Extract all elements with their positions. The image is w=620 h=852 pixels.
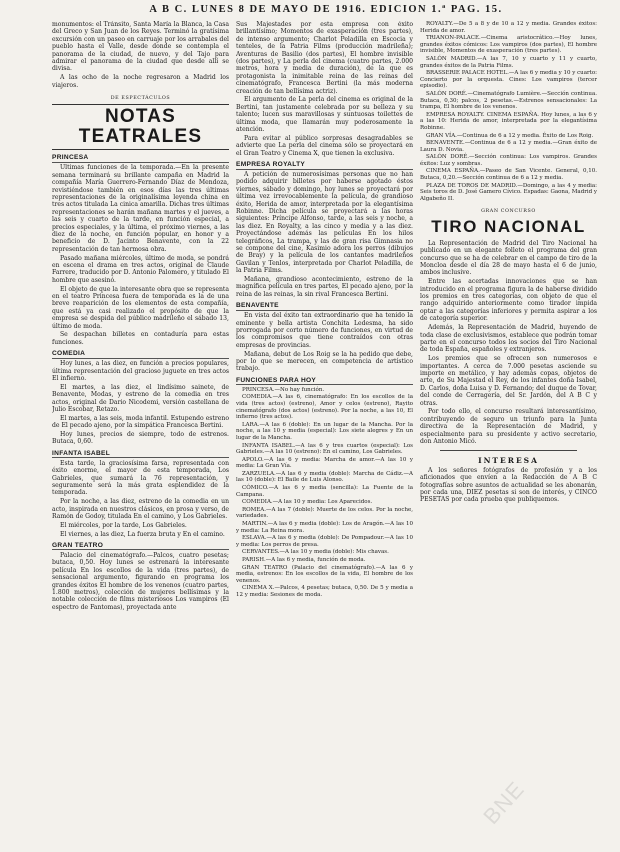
princesa-heading: PRINCESA	[52, 154, 229, 162]
infanta-p3: El miércoles, por la tarde, Los Gabrieles.	[60, 521, 187, 529]
funcion-item: BRASSERIE PALACE HOTEL.—A las 6 y media y 10 y cuarto: Concierto por la orquesta. Cines: Los vampiros (tercer episodio).	[420, 70, 597, 90]
royalty-p1: A petición de numerosísimas personas que no han podido adquirir billetes por haberse agotado éstos viernes, sábado y domingo, hoy lunes se proyectará por última vez irrevocablemente la película, de grandioso éxito, Herida de amor, interpretada por la elegantísima Robinne. Dicha película se proyectará a las horas siguientes: Príncipe Alfonso, tarde, a las seis y noche, a las diez. En Royalty, a las cinco y media y a las diez. Proyectándose además las películas En los hilos telegráficos, La trampa, y las de gran risa Gimnasia no se compone del cine, Kasimio adora los perros (dibujos de Bray) y la película de los cantantes madrileños Gavilan y Tenlos, interpretada por Charlot Peladilla, de la Patria Films.	[236, 171, 413, 275]
benavente-p1: En vista del éxito tan extraordinario que ha tenido la eminente y bella artista Conchita Ledesma, ha sido prorrogada por corto número de funciones, en virtud de los compromisos que tiene contraídos con otras empresas de provincias.	[236, 312, 413, 349]
comedia-p2: El martes, a las diez, el lindísimo sainete, de Benavente, Modas, y estreno de la comedia en tres actos, original de Dario Nicodemi, versión castellana de Julio Escobar, Retazo.	[52, 383, 229, 414]
cinema-p2: El argumento de La perla del cinema es original de la Bertini, tan justamente celebrada por su belleza y su talento; lucen sus maravillosas y suntuosas toilettes de última moda, que llamarán muy poderosamente la atención.	[236, 96, 413, 134]
funcion-item: CINEMA X.—Palcos, 4 pesetas; butaca, 0,50. De 5 y media a 12 y media: Sesiones de moda.	[236, 585, 413, 598]
cinema-p3: Para evitar al público sorpresas desagradables se advierte que La perla del cinema sólo se proyectará en el Gran Teatro y Cinema X, que tienen la exclusiva.	[236, 134, 413, 157]
tiro-p1: La Representación de Madrid del Tiro Nacional ha publicado en un elegante folleto el programa del gran concurso que se ha de celebrar en el campo de tiro de la Moncloa desde el día 28 de mayo hasta el 6 de junio, ambos inclusive.	[420, 239, 597, 277]
concurso-kicker: GRAN CONCURSO	[481, 209, 536, 215]
princesa-p2: Pasado mañana miércoles, último de moda, se pondrá en escena el drama en tres actos, original de Claude Farrere, traducido por D. Antonio Palomero, y titulado El hombre que asesinó.	[52, 254, 229, 284]
section-kicker: DE ESPECTÁCULOS	[110, 96, 171, 102]
royalty-heading: EMPRESA ROYALTY	[236, 161, 413, 169]
royalty-p2: Mañana, grandioso acontecimiento, estreno de la magnífica película en tres partes, El pecado ajeno, por la reina de las reinas, la sin rival Francesca Bertini.	[236, 276, 413, 298]
funcion-item: ZARZUELA.—A las 6 y media (doble): Marcha de Cádiz.—A las 10 (doble): El Baile de Luis Alonso.	[236, 470, 413, 484]
column-3	[420, 21, 597, 613]
columns	[52, 21, 600, 613]
gran-teatro-heading: GRAN TEATRO	[52, 542, 229, 550]
funcion-item: SALÓN DORÉ.—Cinematógrafo Lumière.—Sección continua. Butaca, 0,30; palcos, 2 pesetas.—Estrenos sensacionales: La trampa, El hombre de los venenos.	[420, 90, 597, 111]
funcion-item: LARA.—A las 6 (doble): En un lugar de la Mancha. Por la noche, a las 10 y media (especial): Los siete alegres y En un lugar de la Mancha.	[236, 421, 413, 441]
funcion-item: MARTIN.—A las 6 y media (doble): Los de Aragón.—A las 10 y media: La Reina mora.	[236, 521, 413, 534]
funcion-item: PRINCESA.—No hay función.	[242, 386, 325, 393]
funcion-item: CÓMICO.—A las 6 y media (sencilla): La Fuente de la Campana.	[236, 485, 413, 498]
page-header: A B C. LUNES 8 DE MAYO DE 1916. EDICION 1.ª PAG. 15.	[149, 4, 503, 15]
funcion-item: CINEMA ESPAÑA.—Paseo de San Vicente. General, 0,10. Butaca, 0,20.—Sección continua de 6 a 12 y media.	[420, 168, 597, 182]
column-1	[52, 21, 229, 613]
funcion-item: PARISH.—A las 6 y media, función de moda.	[242, 557, 366, 563]
tiro-p3: Además, la Representación de Madrid, huyendo de toda clase de exclusivismos, establece que podrán tomar parte en el concurso todos los socios del Tiro Nacional de toda España, españoles y extranjeros.	[420, 324, 597, 354]
comedia-p4: Hoy lunes, precios de siempre, todo de estrenos. Butaca, 0,60.	[52, 431, 229, 446]
princesa-p1: Ultimas funciones de la temporada.—En la presente semana terminará su brillante campaña en Madrid la compañía María Guerrero-Fernando Díaz de Mendoza, revistiéndose también en esos días las tres últimas representaciones de la originalísima leyenda china en tres actos titulada La cinica amarilla. Dichas tres últimas representaciones se harán mañana martes y el jueves, a las seis y cuarto de la tarde, en función especial, a precios especiales, y la última, el próximo viernes, a las diez de la noche, en función popular, en honor y a beneficio de D. Jacinto Benavente, con la 22 representación de tan hermosa obra.	[52, 164, 229, 253]
intro-paragraph-2: A las ocho de la noche regresaron a Madrid los viajeros.	[52, 74, 229, 89]
funcion-item: GRAN TEATRO (Palacio del cinematógrafo).—A las 6 y media, estrenos: En los escollos de la vida, El hombre de los venenos.	[236, 564, 413, 584]
funciones-continued	[420, 21, 597, 202]
funcion-item: COMEDIA.—A las 6, cinematógrafo: En los escollos de la vida (tres actos) (estreno), Amor y celos (estreno), Rayito cinematógrafo (dos actos) (estreno). Por la noche, a las 10, El infierno (tres actos).	[236, 394, 413, 421]
benavente-p2: Mañana, debut de Los Roig se la ha pedido que debe, por lo que se merecen, en competencia de artístico trabajo.	[236, 350, 413, 373]
comedia-heading: COMEDIA	[52, 350, 229, 358]
intro-paragraph: monumentos: el Tránsito, Santa María la Blanca, la Casa del Greco y San Juan de los Reyes. Terminó la gratísima excursión con un paseo en carruaje por los arrabales del pueblo hasta el Valle, desde donde se contempla el panorama de la ciudad, de nuevo, y del Tajo para admirar el panorama de la ciudad que desde allí se divisa.	[52, 21, 229, 73]
infanta-p1: Esta tarde, la graciosísima farsa, representada con éxito enorme, el mayor de esta temporada, Los Gabrieles, que sumará la 76 representación, y seguramente será la más grata esplendidez de la temporada.	[52, 459, 229, 497]
library-watermark: BNE	[478, 776, 530, 829]
funcion-item: BENAVENTE.—Continua de 6 a 12 y media.—Gran éxito de Laura D. Novia.	[420, 140, 597, 153]
divider	[440, 450, 577, 451]
funcion-item: SALÓN DORÉ.—Sección continua: Los vampiros. Grandes éxitos: Luz y sombras.	[420, 154, 597, 167]
funcion-item: ROYALTY.—De 5 a 8 y de 10 a 12 y media. Grandes éxitos: Herida de amor.	[420, 21, 597, 34]
benavente-heading: BENAVENTE	[236, 302, 413, 310]
princesa-p3: El objeto de que la interesante obra que se representa en el teatro Princesa fuera de temporada es la de una breve reaparición de los elementos de esta compañía, que está ya casi realizado el propósito de que la empresa se despida del público madrileño el sábado 13, último de moda.	[52, 285, 229, 330]
funcion-item: COMEDIA.—A las 10 y media: Los Aparecidos.	[242, 499, 373, 506]
interesa-text: A los señores fotógrafos de profesión y a los aficionados que envíen a la Redacción de A B C fotografías sobre asuntos de actualidad se les abonarán, por cada una, DIEZ pesetas si son de interés, y CINCO PESETAS por cada prueba que publiquemos.	[420, 466, 597, 504]
funciones-list	[236, 387, 413, 599]
comedia-p1: Hoy lunes, a las diez, en función a precios populares, última representación del gracioso juguete en tres actos El infierno.	[52, 360, 229, 382]
tiro-p5: Por todo ello, el concurso resultará interesantísimo, contribuyendo de seguro un triunfo para la Junta directiva de la Representación de Madrid, y especialmente para su presidente y activo secretario, don Antonio Micó.	[420, 408, 597, 445]
tiro-p2: Entre las acertadas innovaciones que se han introducido en el programa figura la de haberse dividido los premios en tres categorías, con objeto de que el rango adquirido anteriormente como tirador impida optar a las categorías inferiores y permita aspirar a los de categoría superior.	[420, 278, 597, 323]
princesa-p4: Se despachan billetes en contaduría para estas funciones.	[52, 331, 229, 346]
funcion-item: INFANTA ISABEL.—A las 6 y tres cuartos (especial): Los Gabrieles.—A las 10 (estreno): En el camino, Los Gabrieles.	[236, 442, 413, 456]
infanta-p2: Por la noche, a las diez, estreno de la comedia en un acto, inspirada en nuestros clásicos, en prosa y verso, de Ramón de Godoy, titulada En el camino, y Los Gabrieles.	[52, 498, 229, 520]
funcion-item: CERVANTES.—A las 10 y media (doble): Mis chavas.	[242, 549, 389, 556]
gran-teatro-p1: Palacio del cinematógrafo.—Palcos, cuatro pesetas; butaca, 0,50. Hoy lunes se estrenará la interesante película En los escollos de la vida (tres partes), de sensacional argumento, figurando en programa los grandes éxitos El hombre de los venenos (cuatro partes, 1.800 metros), colección de mujeres bellísimas y la notable colección de films misteriosos Los vampiros (El espectro de Fantomas), proyectada ante	[52, 551, 229, 611]
funcion-item: SALÓN MADRID.—A las 7, 10 y cuarto y 11 y cuarto, grandes éxitos de la Patria Films.	[420, 55, 597, 69]
column-2	[236, 21, 413, 613]
infanta-heading: INFANTA ISABEL	[52, 450, 229, 458]
funcion-item: GRAN VÍA.—Continua de 6 a 12 y media. Éxito de Los Roig.	[426, 132, 594, 139]
funcion-item: PLAZA DE TOROS DE MADRID.—Domingo, a las 4 y media: Seis toros de D. José Gamero Cívico. Espadas: Gaona, Madrid y Algabeño II.	[420, 182, 597, 202]
cinema-p1: Sus Majestades por esta empresa con éxito brillantísimo; Momentos de exasperación (tres partes), de intenso argumento; Charlot Peladilla en Escocia y tenteles, de la Patria Films (producción madrileña); Aventuras de Basilio (dos partes), El hombre invisible (dos partes), y La perla del cinema (cuatro partes, 2.000 metros, hora y media de duración), de la que es protagonista la inimitable reina de las reinas del cinematógrafo, Francesca Bertini (la más moderna creación de tan bellísima actriz).	[236, 21, 413, 95]
notas-teatrales-title: NOTAS TEATRALES	[52, 104, 229, 150]
funcion-item: APOLO.—A las 6 y media: Marcha de amor.—A las 10 y media: La Gran Vía.	[236, 456, 413, 470]
funcion-item: TRIANON-PALACE.—Cinema aristocrático.—Hoy lunes, grandes éxitos cómicos: Los vampiros (dos partes), El hombre invisible, Momentos de exasperación (tres partes).	[420, 35, 597, 55]
funcion-item: ROMEA.—A las 7 (doble): Muerte de los celos. Por la noche, variedades.	[236, 506, 413, 520]
infanta-p4: El viernes, a las diez, La fuerza bruta y En el camino.	[60, 530, 225, 538]
funcion-item: EMPRESA ROYALTY. CINEMA ESPAÑA. Hoy lunes, a las 6 y a las 10: Herida de amor, interpretada por la elegantísima Robinne.	[420, 111, 597, 131]
interesa-title: INTERESA	[478, 456, 539, 466]
tiro-p4: Los premios que se ofrecen son numerosos e importantes. A cerca de 7.000 pesetas asciende su importe en metálico, y hay además copas, objetos de arte, de Su Majestad el Rey, de los infantes doña Isabel, D. Carlos, doña Luisa y D. Fernando; del duque de Tovar, del conde de Cerragería, del Sr. Jardón, del A B C y otras.	[420, 355, 597, 407]
funciones-heading: FUNCIONES PARA HOY	[236, 377, 413, 385]
tiro-nacional-title: TIRO NACIONAL	[431, 216, 586, 236]
comedia-p3: El martes, a las seis, moda infantil. Estupendo estreno de El pecado ajeno, por la simpática Francesca Bertini.	[52, 414, 229, 430]
funcion-item: ESLAVA.—A las 6 y media (doble): De Pompadour.—A las 10 y media: Los perros de presa.	[236, 535, 413, 548]
